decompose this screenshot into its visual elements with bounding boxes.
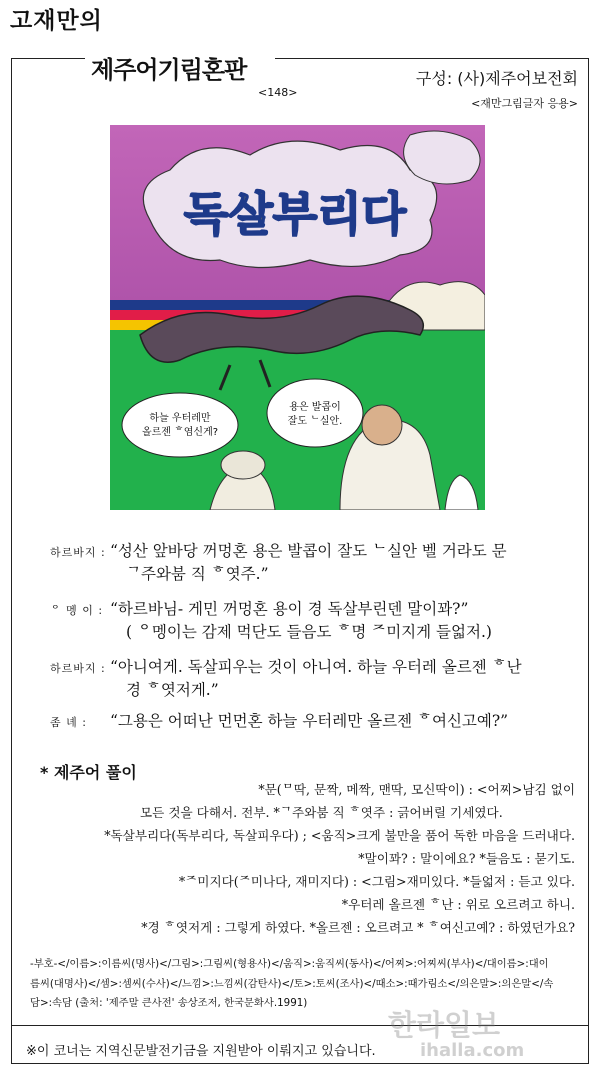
- gloss-line: *ᄌ미지다(ᄌ미나다, 재미지다) : <그림>재미있다. *들얿저 : 듣고 있다.: [178, 874, 575, 889]
- dialogue-text: ( ᄋ멩이는 감제 먹단도 들음도 ᄒ명 ᄌ미지게 들얿저.): [126, 623, 492, 641]
- abbr-line: 름씨(대명사)</셈>:셈씨(수사)</느낌>:느낌씨(감탄사)</토>:토씨(조사)</때소>:때가림소</의은말>:의은말</속: [30, 977, 554, 990]
- dialogue-text: “아니여게. 독살피우는 것이 아니여. 하늘 우터레 올르젠 ᄒ난: [110, 658, 522, 676]
- bubble-left-line-2: 올르젠 ᄒ염신게?: [141, 427, 219, 438]
- gloss-line: *경 ᄒ엿저게 : 그렇게 하였다. *올르젠 : 오르려고 * ᄒ여신고예? : 하였던가요?: [141, 920, 575, 935]
- comic-illustration: [110, 125, 485, 510]
- speaker-label: 좀 녜 :: [50, 716, 87, 729]
- speaker-label: 하르바지 :: [50, 662, 106, 675]
- gloss-line: 모든 것을 다해서. 전부. *ᄀ주와붐 직 ᄒ엿주 : 긁어버릴 기세였다.: [140, 805, 503, 820]
- dialogue-text: 경 ᄒ엿저게.”: [126, 681, 219, 699]
- article-title: 제주어기림혼판: [91, 56, 247, 84]
- gloss-line: *우터레 올르젠 ᄒ난 : 위로 오르려고 하니.: [341, 897, 575, 912]
- gloss-line: *문(ᄆ딱, 문짝, 메짝, 맨딱, 모신딱이) : <어찌>남김 없이: [258, 782, 575, 797]
- bubble-left-line-1: 하늘 우터레만: [149, 413, 211, 424]
- gloss-line: *독살부리다(독부리다, 독살피우다) ; <움직>크게 불만을 품어 독한 마음을 드러내다.: [104, 828, 575, 843]
- speaker-label: 하르바지 :: [50, 546, 106, 559]
- footer-divider: [11, 1025, 589, 1026]
- series-label: 고재만의: [10, 8, 103, 34]
- sponsor-notice: ※이 코너는 지역신문발전기금을 지원받아 이뤄지고 있습니다.: [26, 1044, 376, 1059]
- gloss-line: *말이꽈? : 말이에요? *들음도 : 묻기도.: [358, 851, 575, 866]
- episode-number: <148>: [258, 86, 298, 99]
- dialogue-text: ᄀ주와붐 직 ᄒ엿주.”: [126, 565, 269, 583]
- bubble-right-line-2: 잘도 ᄂ실안.: [287, 416, 343, 427]
- dialogue-text: “하르바님- 게민 꺼멍혼 용이 경 독살부린덴 말이꽈?”: [110, 600, 469, 618]
- watermark-url: ihalla.com: [420, 1040, 525, 1061]
- abbr-line: -부호-</이름>:이름씨(명사)</그림>:그림씨(형용사)</움직>:움직씨(동사)</어찌>:어찌씨(부사)</대이름>:대이: [30, 958, 549, 970]
- comic-title-text: 독살부리다: [183, 187, 407, 241]
- speaker-label: ᄋ 멩 이 :: [50, 604, 104, 617]
- title-badge: [85, 44, 275, 84]
- abbr-line: 담>:속담 (출처: '제주말 큰사전' 송상조저, 한국문화사.1991): [30, 997, 308, 1009]
- gloss-block: [30, 778, 575, 939]
- bubble-right-line-1: 용은 발콥이: [289, 402, 341, 413]
- dialogue-text: “그용은 어떠난 먼먼혼 하늘 우터레만 올르젠 ᄒ여신고예?”: [110, 712, 509, 730]
- gloss-heading: * 제주어 풀이: [40, 763, 137, 782]
- credit-subline: <재만그림글자 응용>: [471, 97, 578, 110]
- watermark-logo: 한라일보: [388, 1008, 501, 1042]
- dialogue-text: “성산 앞바당 꺼멍혼 용은 발콥이 잘도 ᄂ실안 벨 거라도 문: [110, 542, 507, 560]
- credit-line: 구성: (사)제주어보전회: [415, 69, 578, 88]
